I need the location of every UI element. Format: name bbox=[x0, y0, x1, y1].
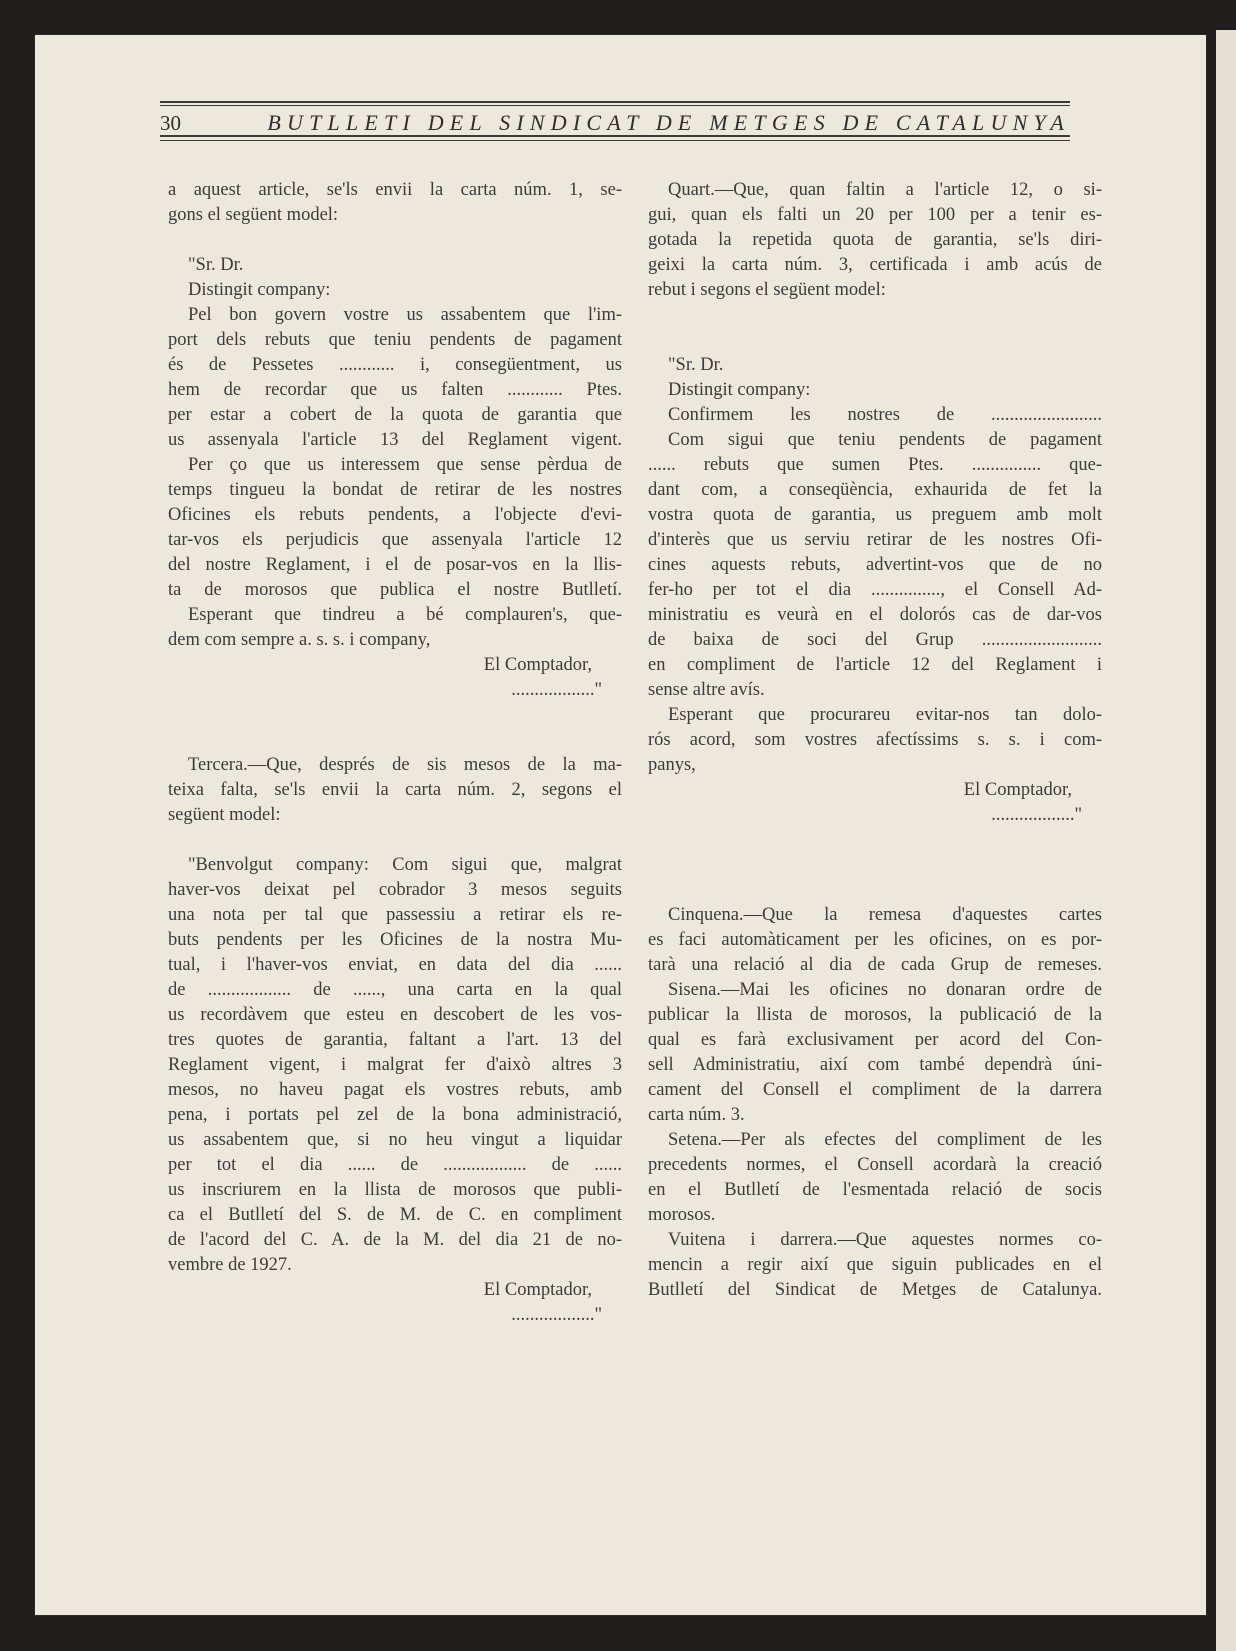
text-line: dant com, a conseqüència, exhaurida de fet la bbox=[648, 480, 1102, 500]
text-line: sense altre avís. bbox=[648, 680, 765, 700]
text-line: gons el següent model: bbox=[168, 205, 339, 225]
blank-line bbox=[168, 228, 622, 253]
text-line: Tercera.—Que, després de sis mesos de la ma- bbox=[188, 755, 622, 775]
adjacent-page-edge bbox=[1216, 30, 1236, 1651]
text-line: qual es farà exclusivament per acord del Con- bbox=[648, 1030, 1102, 1050]
text-line: és de Pessetes ............ i, consegüentment, us bbox=[168, 355, 622, 375]
text-line: ministratiu es veurà en el dolorós cas de dar-vos bbox=[648, 605, 1102, 625]
salutation: "Sr. Dr. bbox=[668, 355, 724, 375]
text-line: de .................. de ......, una carta en la qual bbox=[168, 980, 622, 1000]
text-line: ...... rebuts que sumen Ptes. ............... que- bbox=[648, 455, 1102, 475]
text-line: cines aquests rebuts, advertint-vos que de no bbox=[648, 555, 1102, 575]
text-line: a aquest article, se'ls envii la carta núm. 1, se- bbox=[168, 180, 622, 200]
header-rule-top bbox=[160, 101, 1070, 103]
text-line: rebut i segons el següent model: bbox=[648, 280, 886, 300]
text-line: gui, quan els falti un 20 per 100 per a tenir es- bbox=[648, 205, 1102, 225]
text-line: Oficines els rebuts pendents, a l'objecte d'evi- bbox=[168, 505, 622, 525]
text-line: Quart.—Que, quan faltin a l'article 12, o si- bbox=[668, 180, 1102, 200]
text-line: port dels rebuts que teniu pendents de pagament bbox=[168, 330, 622, 350]
text-line: morosos. bbox=[648, 1205, 716, 1225]
text-line: geixi la carta núm. 3, certificada i amb acús de bbox=[648, 255, 1102, 275]
text-line: tres quotes de garantia, faltant a l'art. 13 del bbox=[168, 1030, 622, 1050]
running-title: BUTLLETI DEL SINDICAT DE METGES DE CATALUNYA bbox=[261, 110, 1070, 136]
text-line: Esperant que tindreu a bé complauren's, que- bbox=[188, 605, 622, 625]
text-line: Butlletí del Sindicat de Metges de Catalunya. bbox=[648, 1280, 1102, 1300]
text-line: de l'acord del C. A. de la M. del dia 21 de no- bbox=[168, 1230, 622, 1250]
text-line: mencin a regir així que siguin publicades en el bbox=[648, 1255, 1102, 1275]
signature-dots: .................." bbox=[511, 680, 602, 700]
blank-line bbox=[168, 703, 622, 753]
text-line: Esperant que procurareu evitar-nos tan dolo- bbox=[668, 705, 1102, 725]
text-line: Setena.—Per als efectes del compliment de les bbox=[668, 1130, 1102, 1150]
text-line: mesos, no haveu pagat els vostres rebuts, amb bbox=[168, 1080, 622, 1100]
text-line: per estar a cobert de la quota de garantia que bbox=[168, 405, 622, 425]
text-line: una nota per tal que passessiu a retirar els re- bbox=[168, 905, 622, 925]
signature-dots: .................." bbox=[991, 805, 1082, 825]
text-line: Confirmem les nostres de ........................ bbox=[668, 405, 1102, 425]
text-line: sell Administratiu, així com també dependrà úni- bbox=[648, 1055, 1102, 1075]
text-line: tual, i l'haver-vos enviat, en data del dia ...... bbox=[168, 955, 622, 975]
header-rule-bottom-thin bbox=[160, 140, 1070, 141]
blank-line bbox=[648, 828, 1102, 903]
text-line: teixa falta, se'ls envii la carta núm. 2, segons el bbox=[168, 780, 622, 800]
signature-line: El Comptador, bbox=[483, 655, 592, 675]
signature-line: El Comptador, bbox=[483, 1280, 592, 1300]
salutation: "Sr. Dr. bbox=[188, 255, 244, 275]
text-line: Sisena.—Mai les oficines no donaran ordre de bbox=[668, 980, 1102, 1000]
text-line: Cinquena.—Que la remesa d'aquestes cartes bbox=[668, 905, 1102, 925]
text-line: Vuitena i darrera.—Que aquestes normes co- bbox=[668, 1230, 1102, 1250]
text-line: haver-vos deixat pel cobrador 3 mesos seguits bbox=[168, 880, 622, 900]
text-line: "Benvolgut company: Com sigui que, malgrat bbox=[188, 855, 622, 875]
signature-dots: .................." bbox=[511, 1305, 602, 1325]
text-line: rós acord, som vostres afectíssims s. s. i com- bbox=[648, 730, 1102, 750]
text-line: fer-ho per tot el dia ..............., el Consell Ad- bbox=[648, 580, 1102, 600]
left-column bbox=[168, 178, 622, 1328]
text-line: tarà una relació al dia de cada Grup de remeses. bbox=[648, 955, 1102, 975]
text-line: Reglament vigent, i malgrat fer d'això altres 3 bbox=[168, 1055, 622, 1075]
text-line: d'interès que us serviu retirar de les nostres Ofi- bbox=[648, 530, 1102, 550]
signature-line: El Comptador, bbox=[963, 780, 1072, 800]
text-line: Pel bon govern vostre us assabentem que l'im- bbox=[188, 305, 622, 325]
text-line: ta de morosos que publica el nostre Butlletí. bbox=[168, 580, 622, 600]
page-number: 30 bbox=[160, 111, 187, 136]
text-line: carta núm. 3. bbox=[648, 1105, 745, 1125]
text-line: hem de recordar que us falten ............ Ptes. bbox=[168, 380, 622, 400]
header-rule-top-thin bbox=[160, 105, 1070, 106]
text-line: us assenyala l'article 13 del Reglament vigent. bbox=[168, 430, 622, 450]
text-line: Per ço que us interessem que sense pèrdua de bbox=[188, 455, 622, 475]
text-line: per tot el dia ...... de .................. de ...... bbox=[168, 1155, 622, 1175]
text-line: vembre de 1927. bbox=[168, 1255, 292, 1275]
text-line: Distingit company: bbox=[188, 280, 331, 300]
text-line: us assabentem que, si no heu vingut a liquidar bbox=[168, 1130, 622, 1150]
blank-line bbox=[168, 828, 622, 853]
text-line: següent model: bbox=[168, 805, 281, 825]
text-line: del nostre Reglament, i el de posar-vos en la llis- bbox=[168, 555, 622, 575]
text-line: temps tingueu la bondat de retirar de les nostres bbox=[168, 480, 622, 500]
text-line: pena, i portats pel zel de la bona administració, bbox=[168, 1105, 622, 1125]
text-line: publicar la llista de morosos, la publicació de la bbox=[648, 1005, 1102, 1025]
text-line: en el Butlletí de l'esmentada relació de socis bbox=[648, 1180, 1102, 1200]
text-line: cament del Consell el compliment de la darrera bbox=[648, 1080, 1102, 1100]
text-line: buts pendents per les Oficines de la nostra Mu- bbox=[168, 930, 622, 950]
running-header bbox=[160, 101, 1070, 151]
text-line: Com sigui que teniu pendents de pagament bbox=[668, 430, 1102, 450]
text-line: de baixa de soci del Grup .......................... bbox=[648, 630, 1102, 650]
text-line: precedents normes, el Consell acordarà la creació bbox=[648, 1155, 1102, 1175]
text-line: ca el Butlletí del S. de M. de C. en compliment bbox=[168, 1205, 622, 1225]
text-line: vostra quota de garantia, us preguem amb molt bbox=[648, 505, 1102, 525]
text-line: us inscriurem en la llista de morosos que publi- bbox=[168, 1180, 622, 1200]
text-line: en compliment de l'article 12 del Reglament i bbox=[648, 655, 1102, 675]
text-line: us recordàvem que esteu en descobert de les vos- bbox=[168, 1005, 622, 1025]
text-line: gotada la repetida quota de garantia, se'ls diri- bbox=[648, 230, 1102, 250]
text-line: Distingit company: bbox=[668, 380, 811, 400]
text-line: dem com sempre a. s. s. i company, bbox=[168, 630, 431, 650]
text-line: panys, bbox=[648, 755, 696, 775]
text-line: es faci automàticament per les oficines, on es por- bbox=[648, 930, 1102, 950]
right-column bbox=[648, 178, 1102, 1303]
blank-line bbox=[648, 303, 1102, 353]
text-line: tar-vos els perjudicis que assenyala l'article 12 bbox=[168, 530, 622, 550]
header-rule-bottom bbox=[160, 135, 1070, 137]
